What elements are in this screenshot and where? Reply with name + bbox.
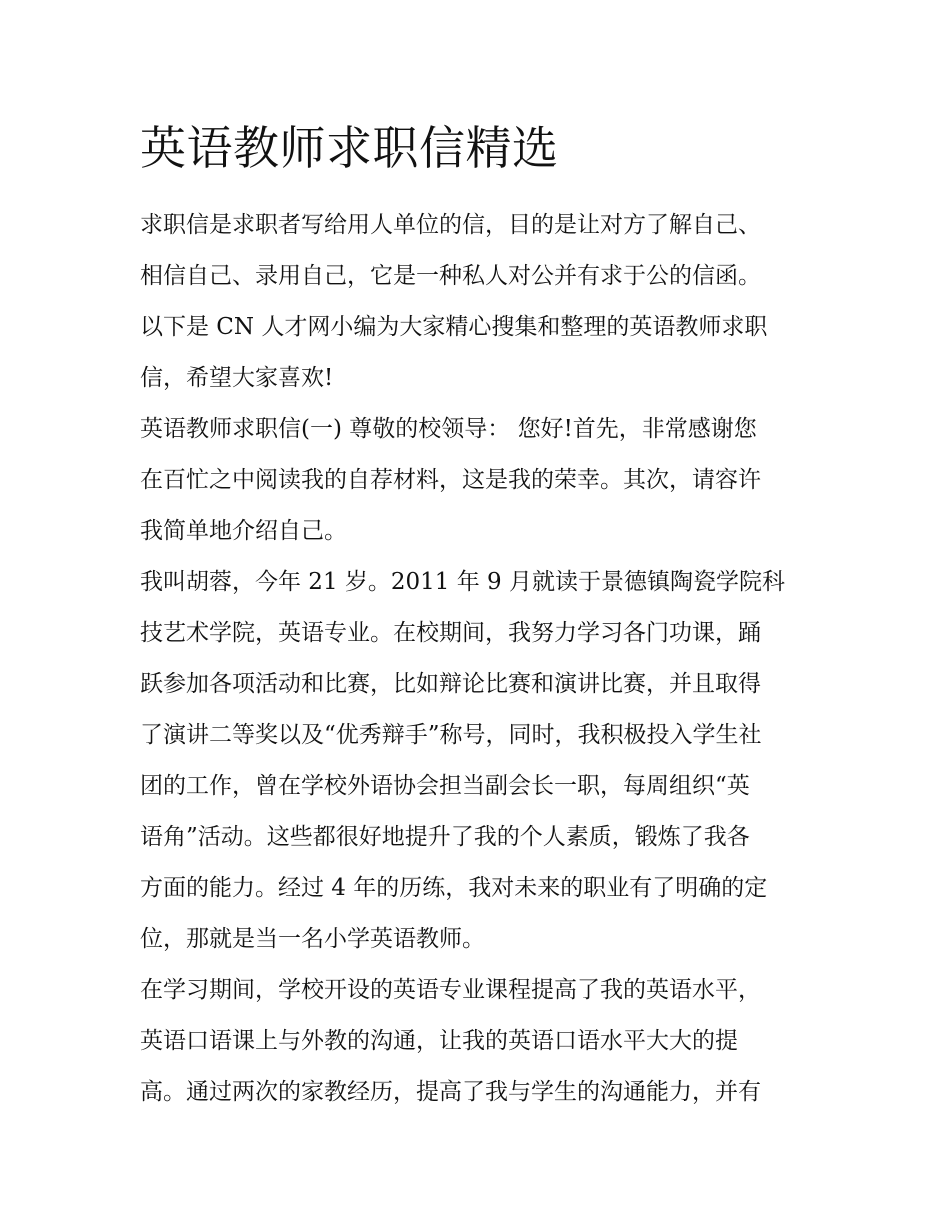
body-line: 了演讲二等奖以及“优秀辩手”称号，同时，我积极投入学生社 [140,722,762,748]
body-line: 高。通过两次的家教经历，提高了我与学生的沟通能力，并有 [140,1079,761,1105]
body-line: 团的工作，曾在学校外语协会担当副会长一职，每周组织“英 [140,773,750,799]
document-title: 英语教师求职信精选 [140,121,559,175]
body-line: 在学习期间，学校开设的英语专业课程提高了我的英语水平， [140,977,761,1003]
body-line: 跃参加各项活动和比赛，比如辩论比赛和演讲比赛，并且取得 [140,671,761,697]
body-line: 英语教师求职信(一) 尊敬的校领导： 您好!首先，非常感谢您 [140,416,757,442]
document-body [140,200,820,1118]
body-line: 位，那就是当一名小学英语教师。 [140,926,485,952]
body-line: 在百忙之中阅读我的自荐材料，这是我的荣幸。其次，请容许 [140,467,761,493]
body-line: 英语口语课上与外教的沟通，让我的英语口语水平大大的提 [140,1028,738,1054]
body-line: 我叫胡蓉，今年 21 岁。2011 年 9 月就读于景德镇陶瓷学院科 [140,569,785,595]
body-line: 方面的能力。经过 4 年的历练，我对未来的职业有了明确的定 [140,875,768,901]
body-line: 技艺术学院，英语专业。在校期间，我努力学习各门功课，踊 [140,620,761,646]
body-line: 语角”活动。这些都很好地提升了我的个人素质，锻炼了我各 [140,824,750,850]
body-line: 以下是 CN 人才网小编为大家精心搜集和整理的英语教师求职 [140,314,768,340]
body-line: 我简单地介绍自己。 [140,518,347,544]
body-line: 求职信是求职者写给用人单位的信，目的是让对方了解自己、 [140,212,761,238]
body-line: 信，希望大家喜欢! [140,365,334,391]
body-line: 相信自己、录用自己，它是一种私人对公并有求于公的信函。 [140,263,761,289]
